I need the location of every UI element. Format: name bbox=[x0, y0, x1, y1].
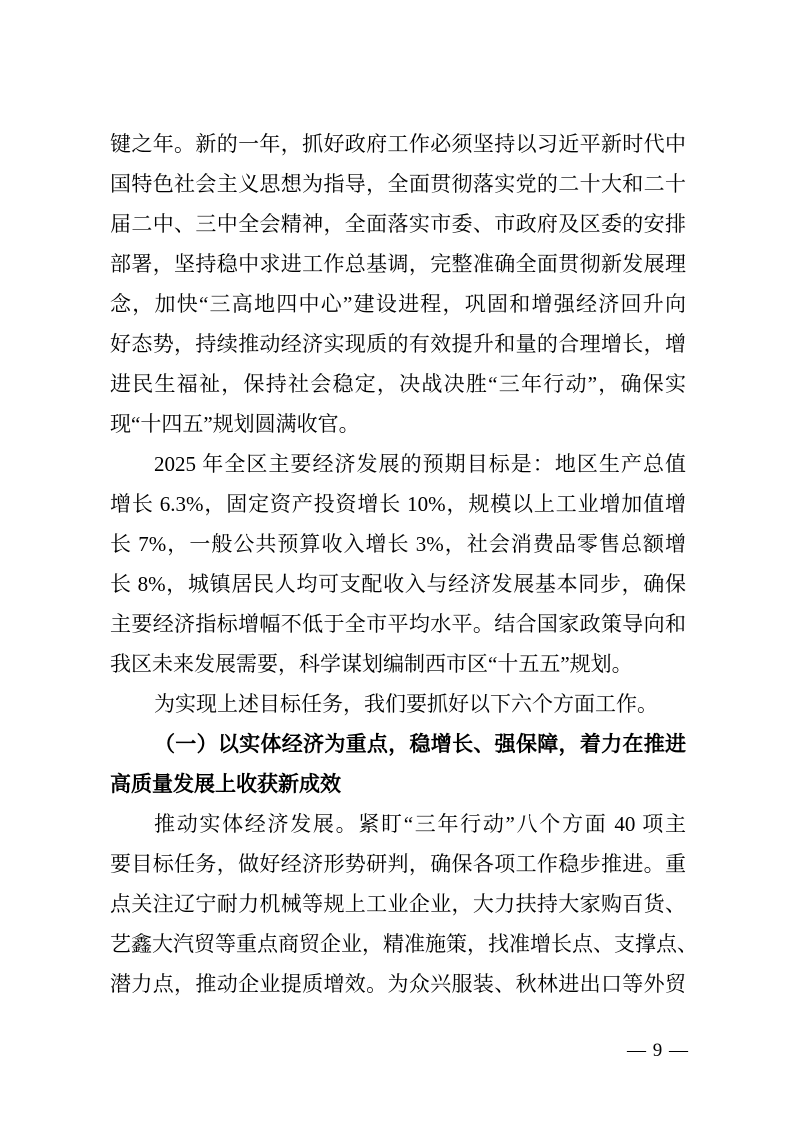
para-guiding-ideology-continued-line-2: 国特色社会主义思想为指导，全面贯彻落实党的二十大和二十 bbox=[110, 172, 686, 196]
para-guiding-ideology-continued-line-4: 部署，坚持稳中求进工作总基调，完整准确全面贯彻新发展理 bbox=[110, 252, 686, 276]
para-2025-economic-targets-line-3: 长 7%，一般公共预算收入增长 3%，社会消费品零售总额增 bbox=[110, 532, 686, 556]
para-real-economy-development-line-2: 要目标任务，做好经济形势研判，确保各项工作稳步推进。重 bbox=[110, 852, 686, 876]
para-section-one-heading-line-1: （一）以实体经济为重点，稳增长、强保障，着力在推进 bbox=[154, 732, 686, 756]
para-real-economy-development-line-4: 艺鑫大汽贸等重点商贸企业，精准施策，找准增长点、支撑点、 bbox=[110, 932, 698, 956]
para-guiding-ideology-continued-line-5: 念，加快“三高地四中心”建设进程，巩固和增强经济回升向 bbox=[110, 292, 686, 316]
para-2025-economic-targets-line-1: 2025 年全区主要经济发展的预期目标是：地区生产总值 bbox=[154, 452, 686, 476]
para-2025-economic-targets-line-6: 我区未来发展需要，科学谋划编制西市区“十五五”规划。 bbox=[110, 652, 633, 676]
para-2025-economic-targets-line-2: 增长 6.3%，固定资产投资增长 10%，规模以上工业增加值增 bbox=[110, 492, 686, 516]
para-guiding-ideology-continued-line-6: 好态势，持续推动经济实现质的有效提升和量的合理增长，增 bbox=[110, 332, 686, 356]
para-2025-economic-targets-line-4: 长 8%，城镇居民人均可支配收入与经济发展基本同步，确保 bbox=[110, 572, 686, 596]
page-number: — 9 — bbox=[627, 1040, 689, 1061]
para-section-one-heading-line-2: 高质量发展上收获新成效 bbox=[110, 772, 341, 796]
para-real-economy-development-line-3: 点关注辽宁耐力机械等规上工业企业，大力扶持大家购百货、 bbox=[110, 892, 686, 916]
para-guiding-ideology-continued-line-8: 现“十四五”规划圆满收官。 bbox=[110, 412, 360, 436]
para-six-areas-intro-line-1: 为实现上述目标任务，我们要抓好以下六个方面工作。 bbox=[154, 692, 658, 716]
para-2025-economic-targets-line-5: 主要经济指标增幅不低于全市平均水平。结合国家政策导向和 bbox=[110, 612, 686, 636]
para-real-economy-development-line-1: 推动实体经济发展。紧盯“三年行动”八个方面 40 项主 bbox=[154, 812, 686, 836]
para-guiding-ideology-continued-line-1: 键之年。新的一年，抓好政府工作必须坚持以习近平新时代中 bbox=[110, 132, 686, 156]
para-guiding-ideology-continued-line-3: 届二中、三中全会精神，全面落实市委、市政府及区委的安排 bbox=[110, 212, 686, 236]
para-guiding-ideology-continued-line-7: 进民生福祉，保持社会稳定，决战决胜“三年行动”，确保实 bbox=[110, 372, 686, 396]
para-real-economy-development-line-5: 潜力点，推动企业提质增效。为众兴服装、秋林进出口等外贸 bbox=[110, 972, 686, 996]
document-body bbox=[110, 124, 698, 1004]
